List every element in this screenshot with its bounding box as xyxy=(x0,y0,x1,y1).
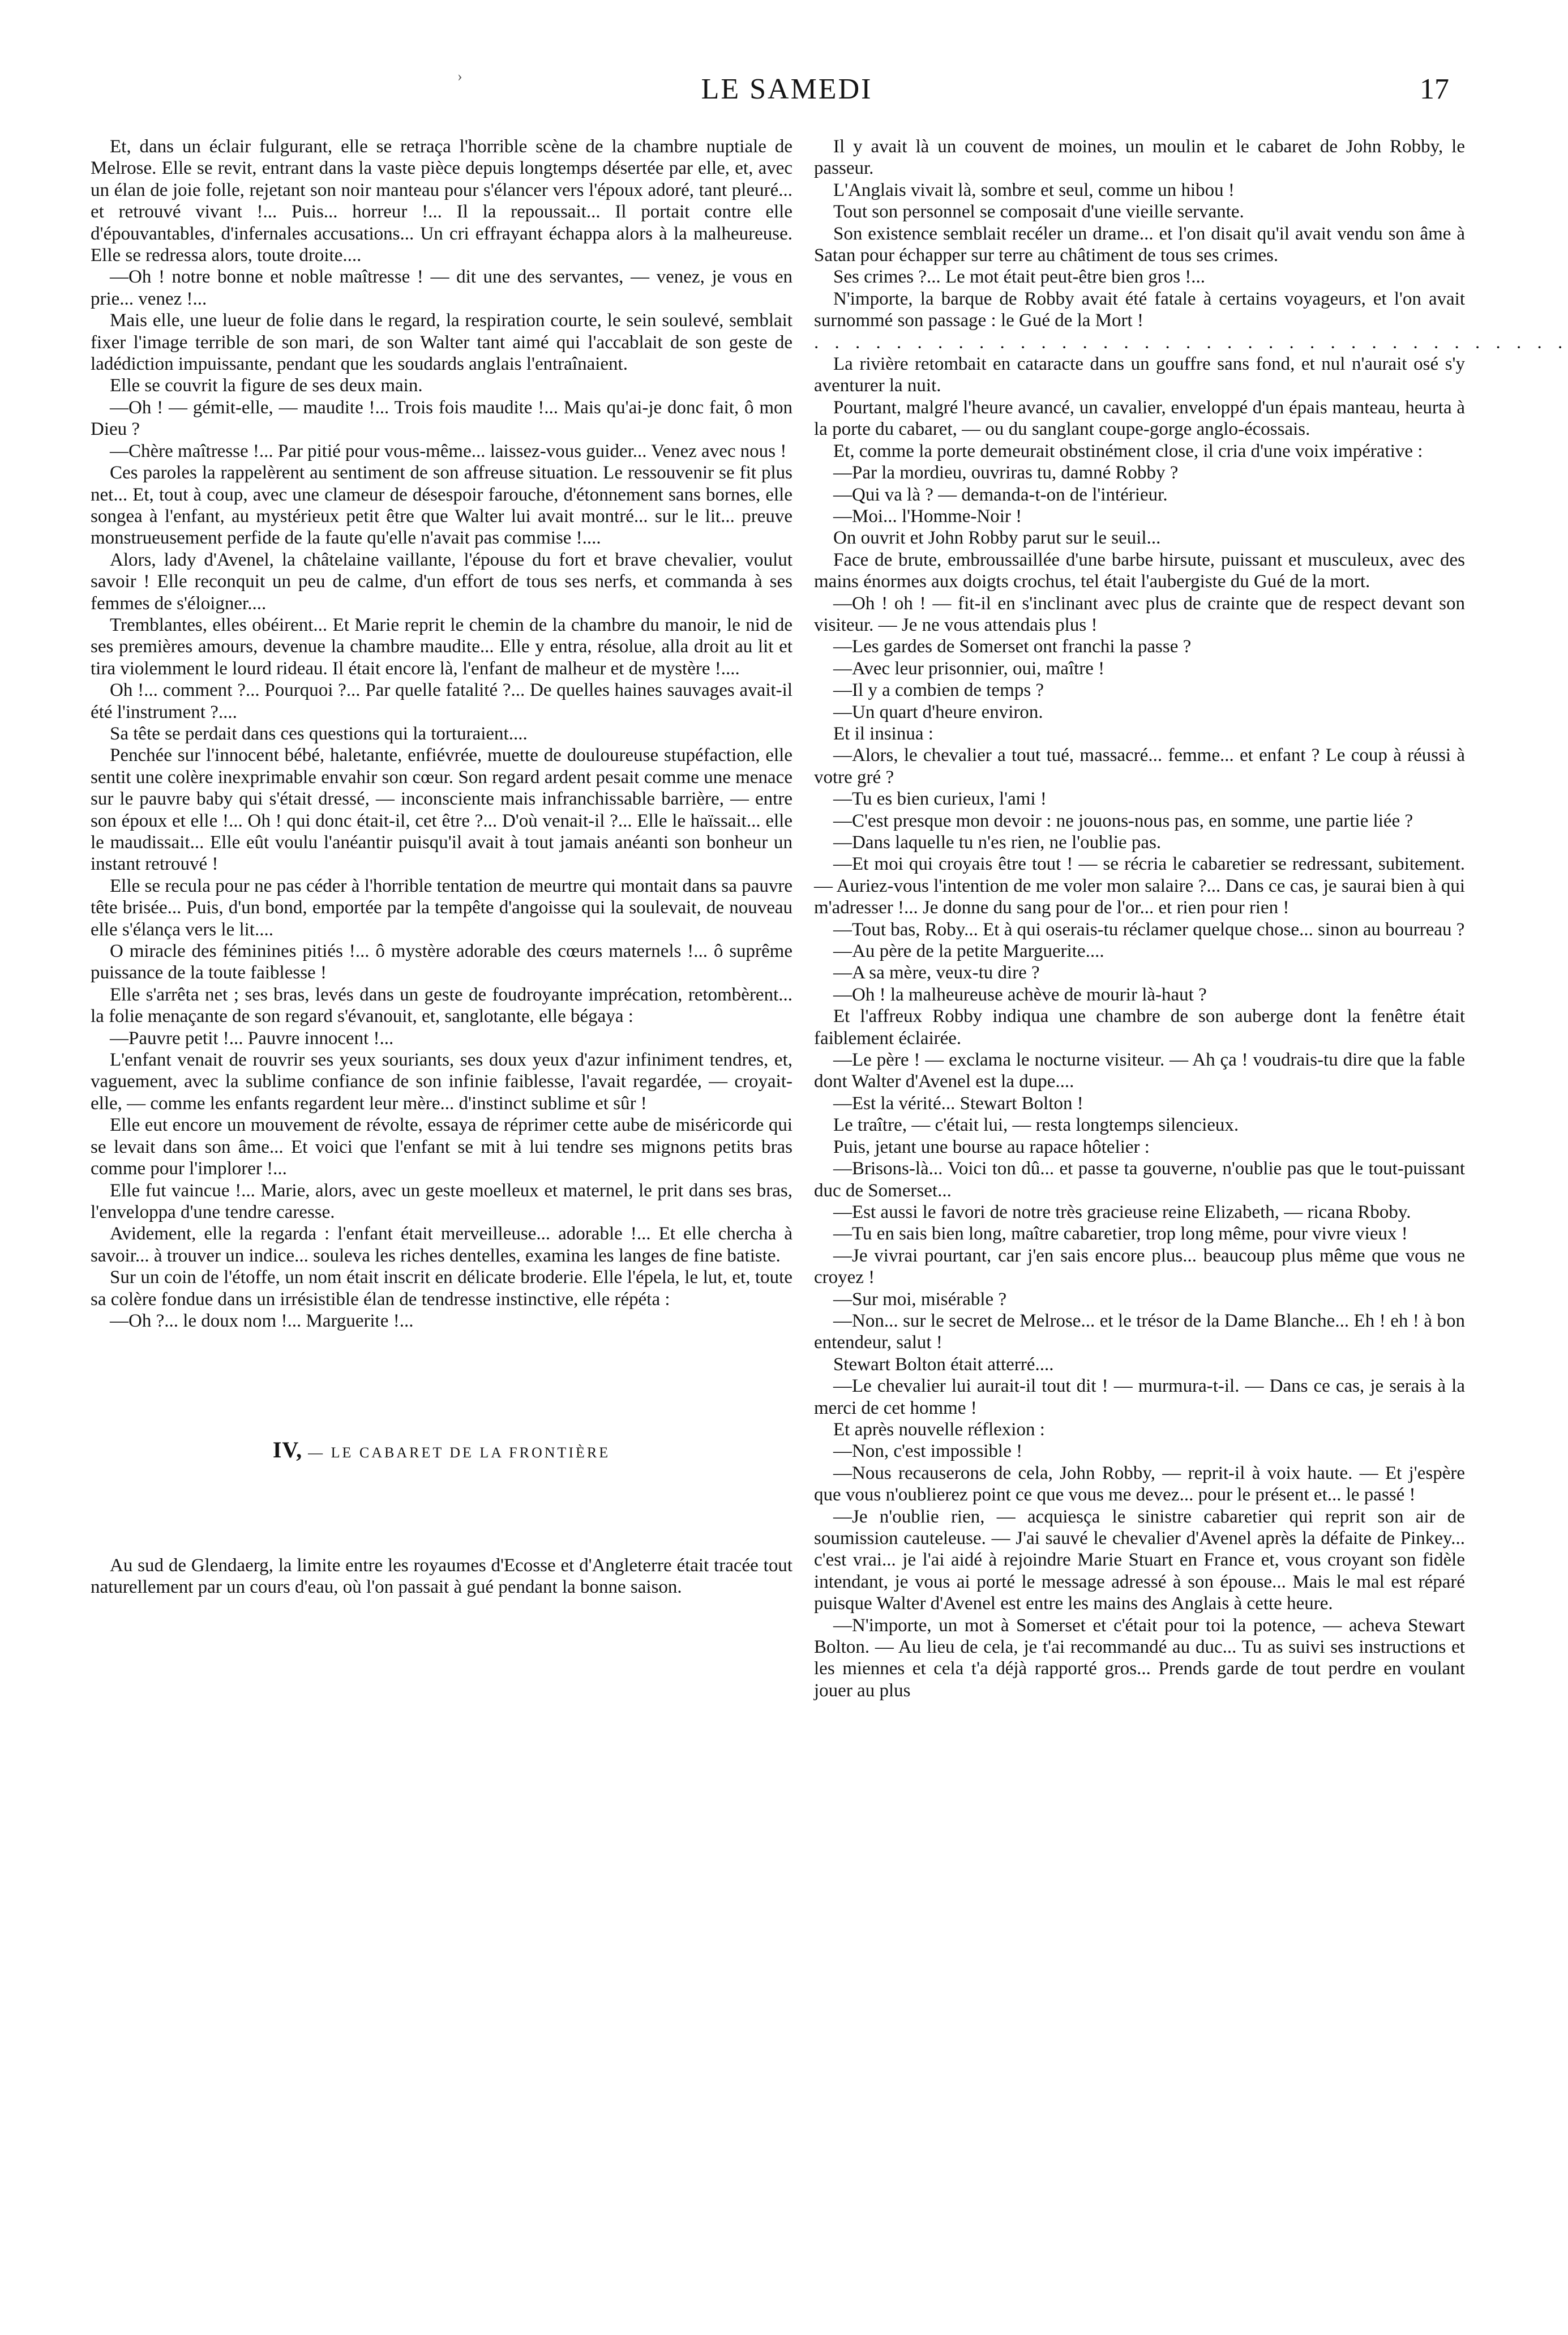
chapter-heading xyxy=(91,1439,792,1464)
paragraph: —Les gardes de Somerset ont franchi la passe ? xyxy=(833,636,1192,657)
paragraph: Elle s'arrêta net ; ses bras, levés dans un geste de foudroyante imprécation, retombèrent... la folie menaçante de son regard s'évanouit, et, sanglotante, elle bégaya : xyxy=(91,984,792,1027)
page-number: 17 xyxy=(1420,73,1449,105)
paragraph: Stewart Bolton était atterré.... xyxy=(833,1354,1054,1375)
left-column xyxy=(91,136,792,1598)
left-column-text xyxy=(91,136,792,1332)
paragraph: —Je n'oublie rien, — acquiesça le sinistre cabaretier qui reprit son air de soumission cauteleuse. — J'ai sauvé le chevalier d'Avenel après la défaite de Pinkey... c'est vrai... je l'ai aidé à rejoindre Marie Stuart en France et, vous croyant son fidèle intendant, je vous ai porté le message adressé à son épouse... Mais le mal est réparé puisque Walter d'Avenel est entre les mains des Anglais à cette heure. xyxy=(814,1506,1465,1614)
paragraph: —Nous recauserons de cela, John Robby, — reprit-il à voix haute. — Et j'espère que vous n'oublierez point ce que vous me devez... pour le présent et... le passé ! xyxy=(814,1462,1465,1506)
right-column-text-continued xyxy=(814,353,1465,1701)
paragraph: Oh !... comment ?... Pourquoi ?... Par quelle fatalité ?... De quelles haines sauvages avait-il été l'instrument ?.... xyxy=(91,680,792,722)
paragraph: —Par la mordieu, ouvriras tu, damné Robby ? xyxy=(833,463,1179,484)
paragraph: —Tu en sais bien long, maître cabaretier, trop long même, pour vivre vieux ! xyxy=(833,1224,1408,1245)
paragraph: O miracle des féminines pitiés !... ô mystère adorable des cœurs maternels !... ô suprême puissance de la toute faiblesse ! xyxy=(91,941,792,983)
paragraph: Puis, jetant une bourse au rapace hôtelier : xyxy=(833,1136,1150,1157)
paragraph: Ses crimes ?... Le mot était peut-être bien gros !... xyxy=(833,267,1206,288)
paragraph: Ces paroles la rappelèrent au sentiment de son affreuse situation. Le ressouvenir se fit plus net... Et, tout à coup, avec une clameur de désespoir farouche, d'étonnement sans bornes, elle songea à l'enfant, au mystérieux petit être que Walter lui avait montré... sur le lit... preuve monstrueusement perfide de la faute qu'elle n'avait pas commise !.... xyxy=(91,463,792,549)
paragraph: —Tu es bien curieux, l'ami ! xyxy=(833,789,1047,810)
paragraph: Et après nouvelle réflexion : xyxy=(833,1419,1045,1440)
paragraph: —Un quart d'heure environ. xyxy=(833,702,1043,722)
paragraph: —Le chevalier lui aurait-il tout dit ! — murmura-t-il. — Dans ce cas, je serais à la merci de cet homme ! xyxy=(814,1376,1465,1418)
paragraph: —Oh ! oh ! — fit-il en s'inclinant avec plus de crainte que de respect devant son visiteur. — Je ne vous attendais plus ! xyxy=(814,593,1465,635)
paragraph: Et il insinua : xyxy=(833,723,933,744)
paragraph: Au sud de Glendaerg, la limite entre les royaumes d'Ecosse et d'Angleterre était tracée tout naturellement par un cours d'eau, où l'on passait à gué pendant la bonne saison. xyxy=(91,1555,792,1598)
paragraph: Sa tête se perdait dans ces questions qui la torturaient.... xyxy=(110,723,528,744)
right-column xyxy=(814,136,1568,1701)
journal-title: LE SAMEDI xyxy=(701,73,873,105)
paragraph: —Qui va là ? — demanda-t-on de l'intérieur. xyxy=(833,484,1168,505)
paragraph: On ouvrit et John Robby parut sur le seuil... xyxy=(833,528,1161,549)
section-dots: . . . . . . . . . . . . . . . . . . . . . . . . . . . . . . . . . . . . . xyxy=(814,332,1568,353)
paragraph: Pourtant, malgré l'heure avancé, un cavalier, enveloppé d'un épais manteau, heurta à la porte du cabaret, — ou du sanglant coupe-gorge anglo-écossais. xyxy=(814,397,1465,440)
paragraph: —Alors, le chevalier a tout tué, massacré... femme... et enfant ? Le coup à réussi à votre gré ? xyxy=(814,745,1465,788)
paragraph: —Non, c'est impossible ! xyxy=(833,1441,1023,1462)
paragraph: —N'importe, un mot à Somerset et c'était pour toi la potence, — acheva Stewart Bolton. — Au lieu de cela, je t'ai recommandé au duc... Tu as suivi ses instructions et les miennes et cela t'a déjà rapporté gros... Prends garde de tout perdre en voulant jouer au plus xyxy=(814,1615,1465,1701)
paragraph: Sur un coin de l'étoffe, un nom était inscrit en délicate broderie. Elle l'épela, le lut, et, toute sa colère fondue dans un irrésistible élan de tendresse instinctive, elle répéta : xyxy=(91,1267,792,1310)
paragraph: —Moi... l'Homme-Noir ! xyxy=(833,506,1022,527)
paragraph: —Est aussi le favori de notre très gracieuse reine Elizabeth, — ricana Rboby. xyxy=(833,1201,1411,1222)
paragraph: Elle se couvrit la figure de ses deux main. xyxy=(110,375,423,396)
paragraph: N'importe, la barque de Robby avait été fatale à certains voyageurs, et l'on avait surnommé son passage : le Gué de la Mort ! xyxy=(814,288,1465,331)
paragraph: —Au père de la petite Marguerite.... xyxy=(833,941,1104,962)
paragraph: —Et moi qui croyais être tout ! — se récria le cabaretier se redressant, subitement. — Auriez-vous l'intention de me voler mon salaire ?... Dans ce cas, je saurai bien à qui m'adresser !... Je donne du sang pour de l'or... et rien pour rien ! xyxy=(814,854,1465,918)
paragraph: Son existence semblait recéler un drame... et l'on disait qu'il avait vendu son âme à Satan pour échapper sur terre au châtiment de tous ses crimes. xyxy=(814,223,1465,266)
paragraph: Il y avait là un couvent de moines, un moulin et le cabaret de John Robby, le passeur. xyxy=(814,136,1465,179)
paragraph: Mais elle, une lueur de folie dans le regard, la respiration courte, le sein soulevé, semblait fixer l'image terrible de son mari, de son Walter tant aimé qui l'accablait de son geste de ladédiction impuissante, pendant que les soudards anglais l'entraînaient. xyxy=(91,310,792,375)
paragraph: Elle se recula pour ne pas céder à l'horrible tentation de meurtre qui montait dans sa pauvre tête brisée... Puis, d'un bond, emportée par la tempête d'angoisse qui la soulevait, de nouveau elle s'élança vers le lit.... xyxy=(91,875,792,940)
paragraph: Avidement, elle la regarda : l'enfant était merveilleuse... adorable !... Et elle chercha à savoir... à trouver un indice... souleva les riches dentelles, examina les langes de fine batiste. xyxy=(91,1224,792,1266)
paragraph: Face de brute, embroussaillée d'une barbe hirsute, puissant et musculeux, avec des mains énormes aux doigts crochus, tel était l'aubergiste du Gué de la mort. xyxy=(814,549,1465,592)
paragraph: Et l'affreux Robby indiqua une chambre de son auberge dont la fenêtre était faiblement éclairée. xyxy=(814,1006,1465,1049)
right-column-text xyxy=(814,136,1465,332)
paragraph: Tremblantes, elles obéirent... Et Marie reprit le chemin de la chambre du manoir, le nid de ses premières amours, devenue la chambre maudite... Elle y entra, résolue, alla droit au lit et tira violemment le lourd rideau. Il était encore là, l'enfant de malheur et de mystère !.... xyxy=(91,614,792,679)
paragraph: Elle fut vaincue !... Marie, alors, avec un geste moelleux et maternel, le prit dans ses bras, l'enveloppa d'une tendre caresse. xyxy=(91,1180,792,1222)
chapter-number: IV, xyxy=(272,1437,303,1463)
paragraph: —Non... sur le secret de Melrose... et le trésor de la Dame Blanche... Eh ! eh ! à bon entendeur, salut ! xyxy=(814,1310,1465,1353)
paragraph: —Brisons-là... Voici ton dû... et passe ta gouverne, n'oublie pas que le tout-puissant duc de Somerset... xyxy=(814,1158,1465,1201)
paragraph: —Pauvre petit !... Pauvre innocent !... xyxy=(110,1028,394,1049)
paragraph: Et, comme la porte demeurait obstinément close, il cria d'une voix impérative : xyxy=(833,441,1423,461)
chapter-title: — LE CABARET DE LA FRONTIÈRE xyxy=(308,1444,611,1461)
paragraph: —Le père ! — exclama le nocturne visiteur. — Ah ça ! voudrais-tu dire que la fable dont Walter d'Avenel est la dupe.... xyxy=(814,1050,1465,1092)
paragraph: Alors, lady d'Avenel, la châtelaine vaillante, l'épouse du fort et brave chevalier, voulut savoir ! Elle reconquit un peu de calme, d'un effort de tous ses nerfs, et commanda à ses femmes de s'éloigner.... xyxy=(91,549,792,614)
paragraph: —Oh ! notre bonne et noble maîtresse ! — dit une des servantes, — venez, je vous en prie... venez !... xyxy=(91,267,792,309)
paragraph: —Oh ! la malheureuse achève de mourir là-haut ? xyxy=(833,984,1207,1005)
paragraph: Tout son personnel se composait d'une vieille servante. xyxy=(833,202,1244,223)
paragraph: Et, dans un éclair fulgurant, elle se retraça l'horrible scène de la chambre nuptiale de Melrose. Elle se revit, entrant dans la vaste pièce depuis longtemps désertée par elle, et, avec un élan de joie folle, rejetant son noir manteau pour s'élancer vers l'époux adoré, tant pleuré... et retrouvé vivant !... Puis... horreur !... Il la repoussait... Il portait contre elle d'épouvantables, d'infernales accusations... Un cri effrayant échappa alors à la malheureuse. Elle se redressa alors, toute droite.... xyxy=(91,136,792,266)
paragraph: —Oh ! — gémit-elle, — maudite !... Trois fois maudite !... Mais qu'ai-je donc fait, ô mon Dieu ? xyxy=(91,397,792,440)
left-column-text-continued xyxy=(91,1555,792,1598)
paragraph: —Oh ?... le doux nom !... Marguerite !... xyxy=(110,1310,414,1331)
paragraph: —A sa mère, veux-tu dire ? xyxy=(833,963,1040,983)
paragraph: —Il y a combien de temps ? xyxy=(833,680,1044,701)
paragraph: —Chère maîtresse !... Par pitié pour vous-même... laissez-vous guider... Venez avec nous ! xyxy=(110,441,787,461)
paragraph: Penchée sur l'innocent bébé, haletante, enfiévrée, muette de douloureuse stupéfaction, elle sentit une colère inexprimable envahir son cœur. Son regard ardent pesait comme une menace sur le pauvre baby qui s'était dressé, — inconsciente mais infranchissable barrière, — entre son époux et elle !... Oh ! qui donc était-il, cet être ?... D'où venait-il ?... Elle le haïssait... elle le maudissait... Elle eût voulu l'anéantir puisqu'il avait à tout jamais anéanti son bonheur un instant retrouvé ! xyxy=(91,745,792,875)
paragraph: Le traître, — c'était lui, — resta longtemps silencieux. xyxy=(833,1115,1239,1136)
paragraph: —Sur moi, misérable ? xyxy=(833,1289,1007,1310)
page-header xyxy=(0,68,1560,123)
paragraph: L'enfant venait de rouvrir ses yeux souriants, ses doux yeux d'azur infiniment tendres, et, vaguement, avec la sublime confiance de son infinie faiblesse, l'avait regardée, — croyait-elle, — comme les enfants regardent leur mère... d'instinct sublime et sûr ! xyxy=(91,1050,792,1114)
tick-mark: › xyxy=(457,68,462,84)
paragraph: —C'est presque mon devoir : ne jouons-nous pas, en somme, une partie liée ? xyxy=(833,810,1413,831)
paragraph: —Est la vérité... Stewart Bolton ! xyxy=(833,1093,1083,1114)
paragraph: La rivière retombait en cataracte dans un gouffre sans fond, et nul n'aurait osé s'y aventurer la nuit. xyxy=(814,354,1465,396)
paragraph: —Dans laquelle tu n'es rien, ne l'oublie pas. xyxy=(833,832,1162,853)
paragraph: —Tout bas, Roby... Et à qui oserais-tu réclamer quelque chose... sinon au bourreau ? xyxy=(833,919,1465,940)
paragraph: Elle eut encore un mouvement de révolte, essaya de réprimer cette aube de miséricorde qui se levait dans son âme... Et voici que l'enfant se mit à lui tendre ses mignons petits bras comme pour l'implorer !... xyxy=(91,1115,792,1179)
paragraph: —Avec leur prisonnier, oui, maître ! xyxy=(833,658,1105,679)
paragraph: —Je vivrai pourtant, car j'en sais encore plus... beaucoup plus même que vous ne croyez ! xyxy=(814,1245,1465,1288)
paragraph: L'Anglais vivait là, sombre et seul, comme un hibou ! xyxy=(833,179,1235,200)
